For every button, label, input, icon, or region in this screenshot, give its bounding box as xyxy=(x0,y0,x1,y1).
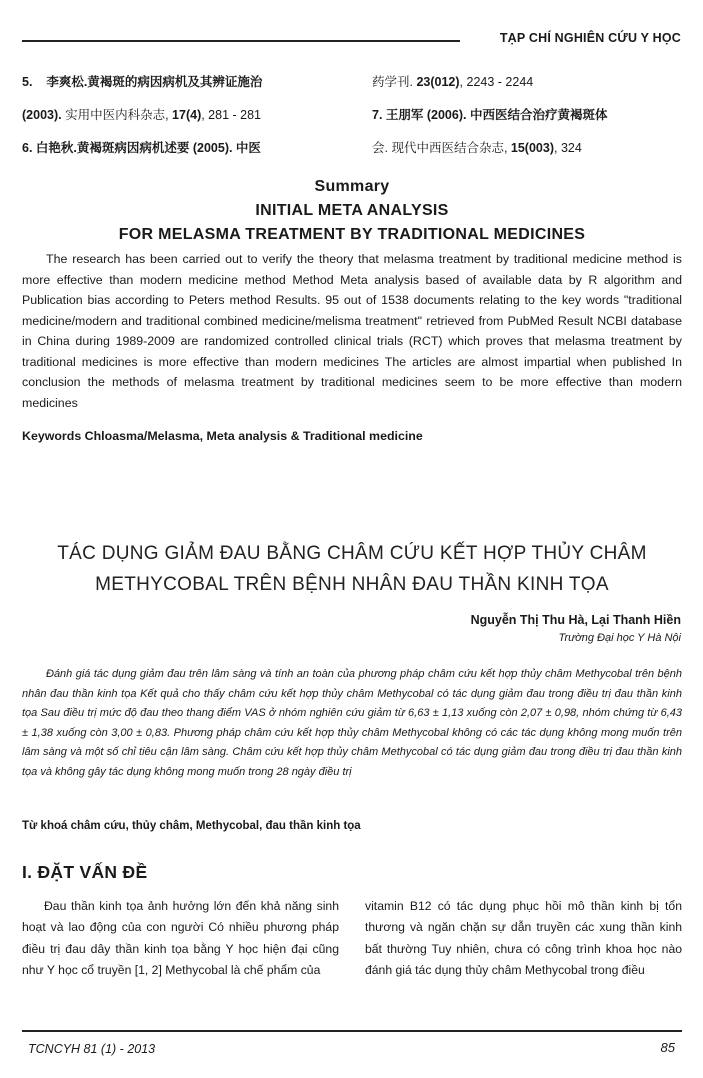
body-column-right: vitamin B12 có tác dụng phục hồi mô thần kinh bị tổn thương và ngăn chặn sự dẫn truyền các xung thần kinh bất thường Tuy nhiên, chưa có công trình khoa học nào đánh giá tác dụng thủy châm Methycobal trong điều xyxy=(365,899,682,977)
summary-title-line-2: FOR MELASMA TREATMENT BY TRADITIONAL MEDICINES xyxy=(118,226,586,243)
journal-name: TẠP CHÍ NGHIÊN CỨU Y HỌC xyxy=(499,31,681,45)
summary-title-line-1: INITIAL META ANALYSIS xyxy=(255,202,449,219)
reference-row xyxy=(22,138,682,156)
summary-abstract: The research has been carried out to verify the theory that melasma treatment by traditional medicine method is more effective than modern medicine method Method Meta analysis based of available data by R algorithm and Publication bias according to Peters method Results. 95 out of 1538 documents relating to the key words "traditional medicine/modern and traditional combined medicine/melisma treatment" retrieved from PubMed Result NCBI database in China during 1989-2009 are randomized controlled clinical trials (RCT) which proves that melasma treatment by traditional medicines is more effective than modern medicines The articles are almost impartial when published In conclusion the methods of melasma treatment by traditional medicines seem to be more effective than modern medicines xyxy=(22,252,682,410)
article-authors: Nguyễn Thị Thu Hà, Lại Thanh Hiền xyxy=(470,613,681,627)
reference-5-continued: (2003). 实用中医内科杂志, 17(4), 281 - 281 xyxy=(22,108,261,122)
article-affiliation: Trường Đại học Y Hà Nội xyxy=(558,632,681,644)
article-title-line-2: METHYCOBAL TRÊN BỆNH NHÂN ĐAU THẦN KINH TỌA xyxy=(95,574,609,595)
body-columns xyxy=(22,896,682,981)
article-abstract: Đánh giá tác dụng giảm đau trên lâm sàng và tính an toàn của phương pháp châm cứu kết hợp thủy châm Methycobal trên bệnh nhân đau thần kinh tọa Kết quả cho thấy châm cứu kết hợp thủy châm Methycobal có tác dụng giảm đau trong điều trị đau thần kinh tọa Sau điều trị mức độ đau theo thang điểm VAS ở nhóm nghiên cứu giảm từ 6,63 ± 1,13 xuống còn 2,07 ± 0,98, nhóm chứng từ 6,43 ± 1,38 xuống còn 3,00 ± 0,83. Phương pháp châm cứu kết hợp thủy châm Methycobal không có các tác dụng không mong muốn trên lâm sàng và một số chỉ tiêu cận lâm sàng. Châm cứu kết hợp thủy châm Methycobal có tác dụng giảm đau trong điều trị đau thần kinh tọa và không gây tác dụng không mong muốn trong 28 ngày điều trị xyxy=(22,668,682,778)
footer-rule xyxy=(22,1030,682,1032)
summary-heading: Summary xyxy=(314,178,390,195)
summary-keywords: Keywords Chloasma/Melasma, Meta analysis & Traditional medicine xyxy=(22,429,423,443)
reference-5 xyxy=(22,72,362,90)
reference-row xyxy=(22,72,682,90)
article-title-line-1: TÁC DỤNG GIẢM ĐAU BẰNG CHÂM CỨU KẾT HỢP THỦY CHÂM xyxy=(57,543,647,564)
section-title: I. ĐẶT VẤN ĐỀ xyxy=(22,862,148,882)
reference-text: 李爽松.黄褐斑的病因病机及其辨证施治 xyxy=(46,75,263,89)
reference-list xyxy=(22,72,682,171)
reference-4-continued: 药学刊. 23(012), 2243 - 2244 xyxy=(372,75,534,89)
article-keywords: Từ khoá châm cứu, thủy châm, Methycobal, đau thần kinh tọa xyxy=(22,820,361,832)
page-number: 85 xyxy=(660,1040,675,1055)
reference-number: 5. xyxy=(22,75,33,89)
reference-row xyxy=(22,105,682,123)
english-summary xyxy=(22,175,682,443)
header-rule xyxy=(22,40,460,42)
article-title xyxy=(22,538,682,600)
footer-citation: TCNCYH 81 (1) - 2013 xyxy=(28,1042,156,1056)
reference-6: 6. 白艳秋.黄褐斑病因病机述要 (2005). 中医 xyxy=(22,141,261,155)
reference-7: 7. 王朋军 (2006). 中西医结合治疗黄褐斑体 xyxy=(372,108,608,122)
body-column-left: Đau thần kinh tọa ảnh hưởng lớn đến khả năng sinh hoạt và lao động của con người Có nhiều phương pháp điều trị đau dây thần kinh tọa bằng Y học hiện đại cũng như Y học cổ truyền [1, 2] Methycobal là chế phẩm của xyxy=(22,899,339,977)
reference-7-continued: 会. 现代中西医结合杂志, 15(003), 324 xyxy=(372,141,582,155)
